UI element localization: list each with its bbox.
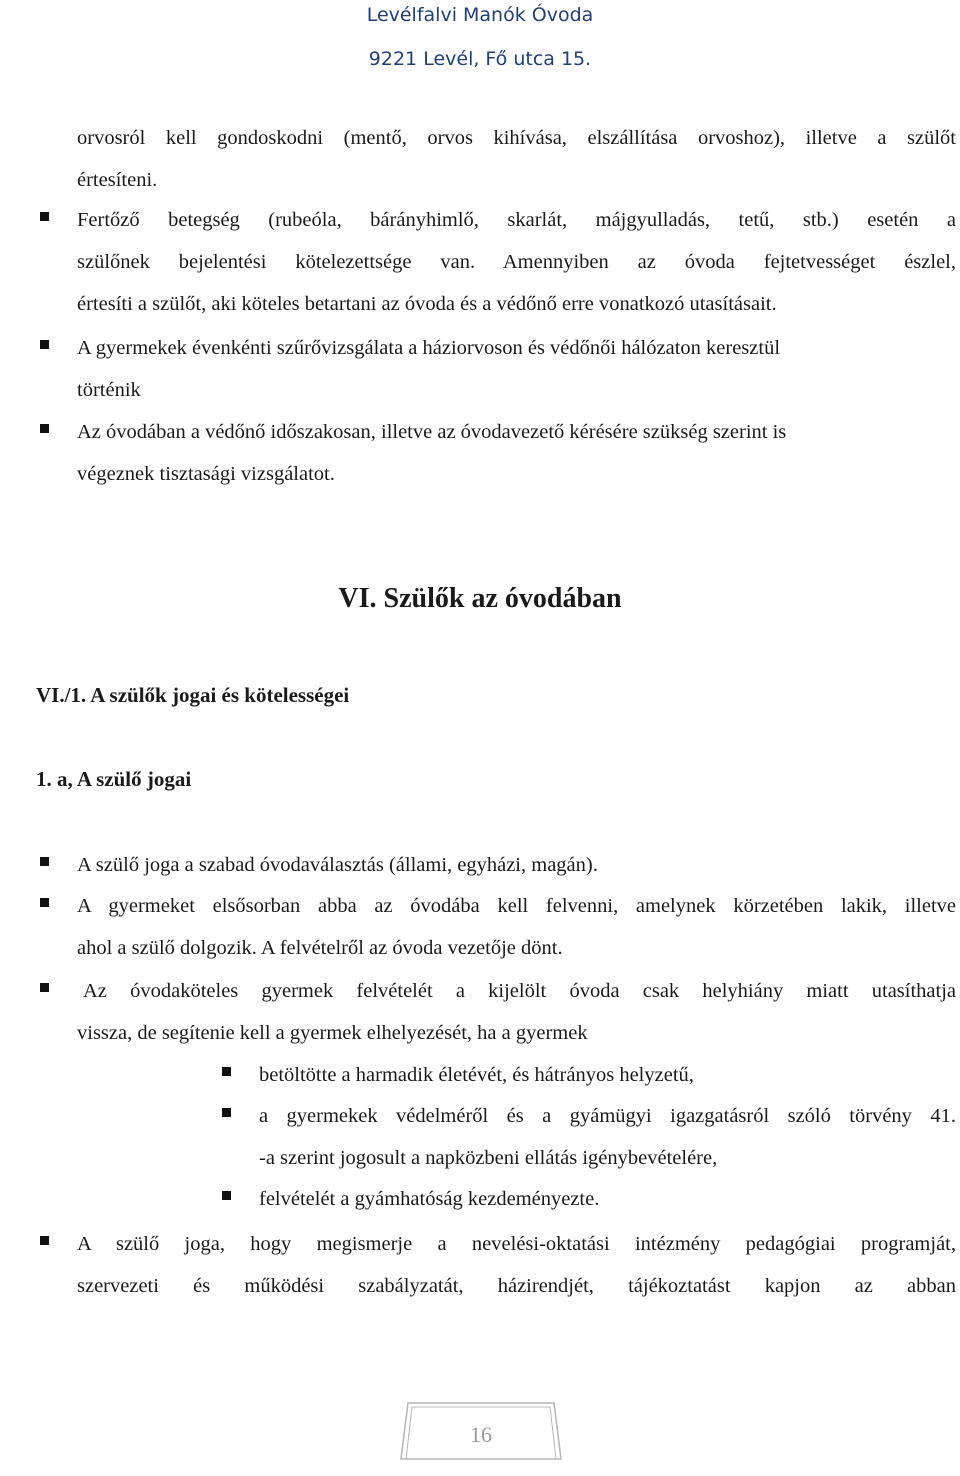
text-line: ahol a szülő dolgozik. A felvételről az óvoda vezetője dönt. (77, 937, 563, 959)
bullet-icon (222, 1191, 231, 1200)
bullet-icon (40, 857, 49, 866)
text-line: -a szerint jogosult a napközbeni ellátás igénybevételére, (259, 1147, 718, 1169)
bullet-icon (40, 212, 49, 221)
header-address: 9221 Levél, Fő utca 15. (368, 48, 592, 70)
text-line: orvosról kell gondoskodni (mentő, orvos kihívása, elszállítása orvoshoz), illetve a szülőt (77, 127, 956, 149)
subsection-heading: 1. a, A szülő jogai (36, 767, 192, 791)
text-line: szervezeti és működési szabályzatát, házirendjét, tájékoztatást kapjon az abban (77, 1275, 956, 1297)
text-line: betöltötte a harmadik életévét, és hátrányos helyzetű, (259, 1064, 694, 1086)
section-heading: VI./1. A szülők jogai és kötelességei (36, 683, 350, 707)
bullet-icon (222, 1067, 231, 1076)
bullet-icon (40, 1236, 49, 1245)
text-line: Az óvodában a védőnő időszakosan, illetve az óvodavezető kérésére szükség szerint is (77, 421, 787, 443)
text-line: vissza, de segítenie kell a gyermek elhelyezését, ha a gyermek (77, 1022, 588, 1044)
text-line: szülőnek bejelentési kötelezettsége van. Amennyiben az óvoda fejtetvességet észlel, (77, 251, 956, 273)
text-line: A szülő joga a szabad óvodaválasztás (állami, egyházi, magán). (77, 854, 598, 876)
bullet-icon (40, 424, 49, 433)
text-line: Az óvodaköteles gyermek felvételét a kijelölt óvoda csak helyhiány miatt utasíthatja (83, 980, 956, 1002)
text-line: történik (77, 379, 141, 401)
text-line: értesíteni. (77, 169, 158, 191)
text-line: a gyermekek védelméről és a gyámügyi igazgatásról szóló törvény 41. (259, 1105, 956, 1127)
bullet-icon (40, 983, 49, 992)
text-line: felvételét a gyámhatóság kezdeményezte. (259, 1188, 600, 1210)
page-number: 16 (470, 1422, 492, 1447)
header-title: Levélfalvi Manók Óvoda (366, 4, 594, 26)
text-line: végeznek tisztasági vizsgálatot. (77, 463, 335, 485)
bullet-icon (222, 1108, 231, 1117)
text-line: A szülő joga, hogy megismerje a nevelési-oktatási intézmény pedagógiai programját, (77, 1233, 956, 1255)
text-line: A gyermeket elsősorban abba az óvodába kell felvenni, amelynek körzetében lakik, illetve (77, 895, 956, 917)
text-line: A gyermekek évenkénti szűrővizsgálata a háziorvoson és védőnői hálózaton keresztül (77, 337, 781, 359)
text-line: értesíti a szülőt, aki köteles betartani az óvoda és a védőnő erre vonatkozó utasításait. (77, 293, 777, 315)
bullet-icon (40, 340, 49, 349)
chapter-heading: VI. Szülők az óvodában (338, 583, 622, 614)
bullet-icon (40, 898, 49, 907)
page-number-frame (398, 1400, 564, 1462)
text-line: Fertőző betegség (rubeóla, bárányhimlő, skarlát, májgyulladás, tetű, stb.) esetén a (77, 209, 956, 231)
